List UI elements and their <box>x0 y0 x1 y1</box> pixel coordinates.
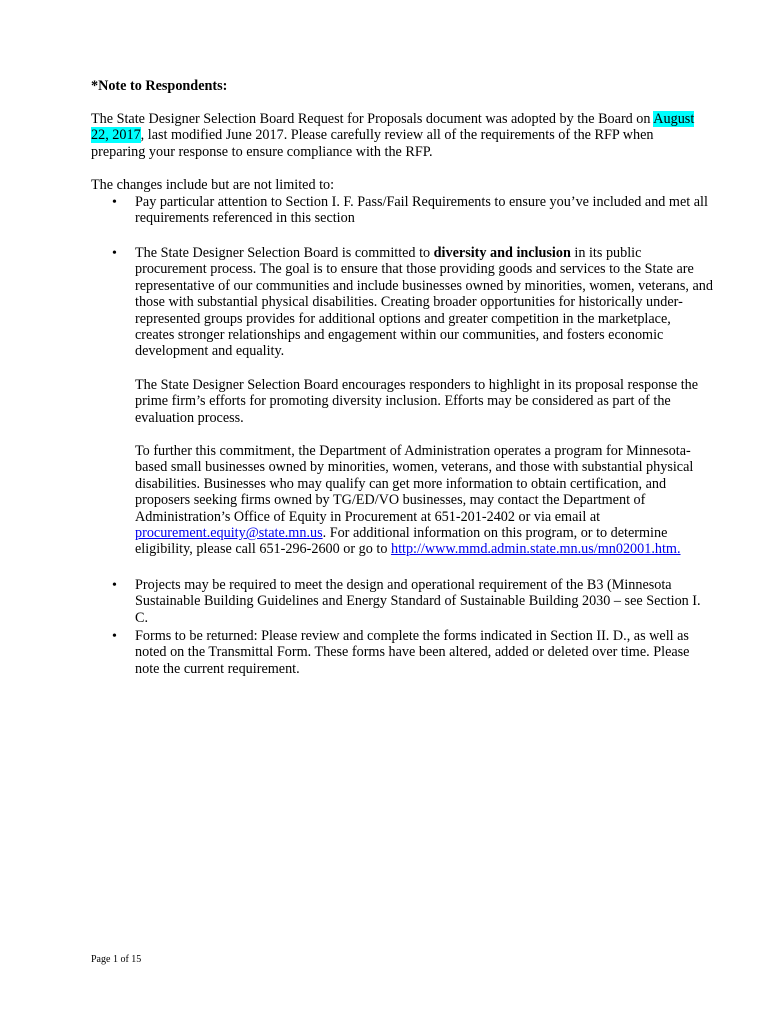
bullet-icon <box>112 577 120 594</box>
bullet-diversity <box>135 245 713 360</box>
mmd-website-link[interactable]: http://www.mmd.admin.state.mn.us/mn02001.htm. <box>390 541 681 558</box>
intro-paragraph <box>91 111 711 160</box>
page-number: Page 1 of 15 <box>91 954 142 965</box>
bullet-icon <box>112 194 120 211</box>
intro-text-start: The State Designer Selection Board Request for Proposals document was adopted by the Board on <box>91 111 654 127</box>
note-heading: *Note to Respondents: <box>91 78 228 94</box>
diversity-text-end: in its public procurement process. The goal is to ensure that those providing goods and services to the State are representative of our communities and include businesses owned by minorities, women, veterans, and those with substantial physical disabilities. Creating broader opportunities for historically under-represented groups provides for additional options and greater competition in the marketplace, creates stronger relationships and engagement within our communities, and fosters economic development and equality. <box>135 245 713 360</box>
commitment-text-start: To further this commitment, the Department of Administration operates a program for Minnesota-based small businesses owned by minorities, women, veterans, and those with substantial physical disabilities. Businesses who may qualify can get more information to obtain certification, and proposers seeking firms owned by TG/ED/VO businesses, may contact the Department of Administration’s Office of Equity in Procurement at 651-201-2402 or via email at <box>135 443 694 525</box>
commitment-text-middle: . For additional information on this program, or to determine eligibility, please call 651-296-2600 or go to <box>135 525 668 558</box>
diversity-bold-term: diversity and inclusion <box>433 245 571 261</box>
intro-text-end: , last modified June 2017. Please carefully review all of the requirements of the RFP when preparing your response to ensure compliance with the RFP. <box>91 127 654 160</box>
commitment-paragraph <box>135 443 713 558</box>
diversity-text-start: The State Designer Selection Board is committed to <box>135 245 434 261</box>
bullet-b3-guidelines: Projects may be required to meet the design and operational requirement of the B3 (Minnesota Sustainable Building Guidelines and Energy Standard of Sustainable Building 2030 – see Section I. C. <box>135 577 701 626</box>
highlighted-date: August 22, 2017 <box>91 111 695 144</box>
encourage-paragraph: The State Designer Selection Board encourages responders to highlight in its proposal response the prime firm’s efforts for promoting diversity inclusion. Efforts may be considered as part of the evaluation process. <box>135 377 699 426</box>
bullet-icon <box>112 628 120 645</box>
bullet-forms: Forms to be returned: Please review and complete the forms indicated in Section II. D., as well as noted on the Transmittal Form. These forms have been altered, added or deleted over time. Please note the current requirement. <box>135 628 690 677</box>
bullet-icon <box>112 245 120 262</box>
bullet-pass-fail: Pay particular attention to Section I. F. Pass/Fail Requirements to ensure you’ve included and met all requirements referenced in this section <box>135 194 708 227</box>
equity-email-link[interactable]: procurement.equity@state.mn.us <box>135 525 323 542</box>
changes-intro: The changes include but are not limited to: <box>91 177 335 193</box>
